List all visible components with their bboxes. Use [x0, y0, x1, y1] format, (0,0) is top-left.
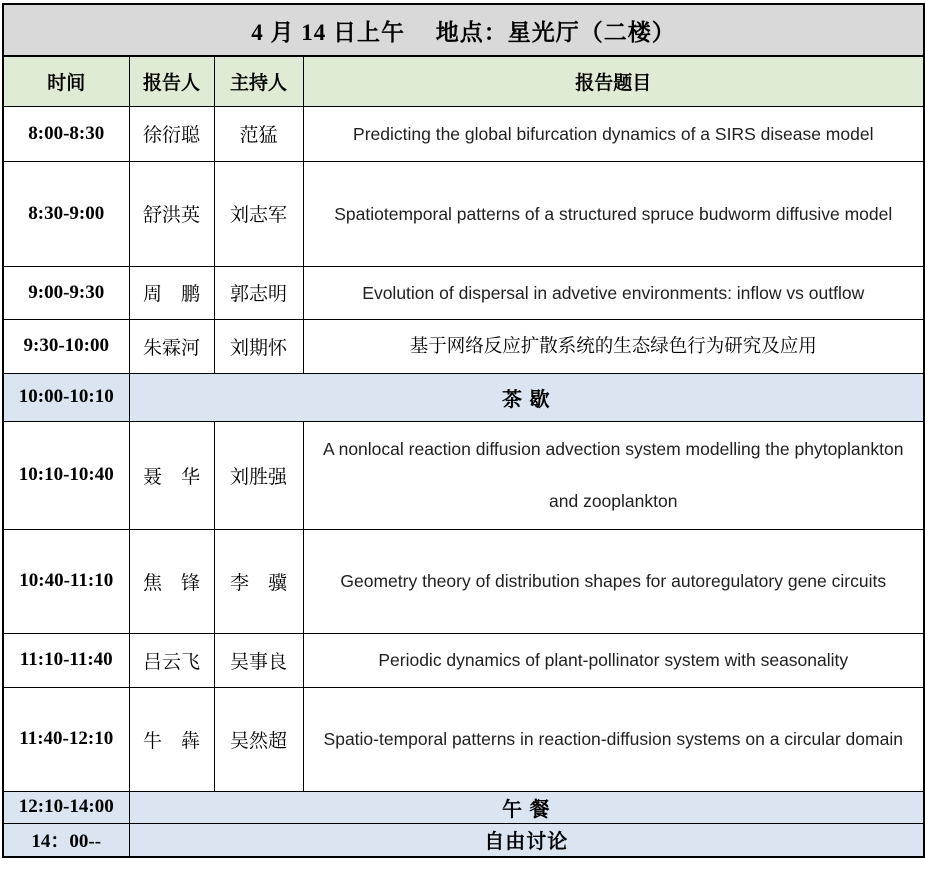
chair-cell: 刘期怀 [214, 319, 303, 373]
speaker-cell: 徐衍聪 [129, 106, 214, 161]
title-row [3, 4, 924, 56]
topic-cell: Evolution of dispersal in advetive environments: inflow vs outflow [303, 266, 924, 319]
speaker-cell: 聂 华 [129, 421, 214, 529]
speaker-cell: 舒洪英 [129, 161, 214, 266]
table-row [3, 266, 924, 319]
speaker-cell: 吕云飞 [129, 633, 214, 687]
chair-cell: 郭志明 [214, 266, 303, 319]
lunch-label: 午 餐 [129, 791, 924, 823]
session-title: 4 月 14 日上午 地点：星光厅（二楼） [3, 4, 924, 56]
chair-cell: 刘志军 [214, 161, 303, 266]
lunch-row [3, 791, 924, 823]
col-header-chair: 主持人 [214, 56, 303, 106]
col-header-time: 时间 [3, 56, 129, 106]
time-cell: 10:10-10:40 [3, 421, 129, 529]
speaker-cell: 焦 锋 [129, 529, 214, 633]
col-header-speaker: 报告人 [129, 56, 214, 106]
time-cell: 8:00-8:30 [3, 106, 129, 161]
topic-cell: A nonlocal reaction diffusion advection system modelling the phytoplankton and zooplankton [303, 421, 924, 529]
time-cell: 12:10-14:00 [3, 791, 129, 823]
table-row [3, 319, 924, 373]
col-header-topic: 报告题目 [303, 56, 924, 106]
schedule-table [2, 3, 925, 858]
topic-cell: Geometry theory of distribution shapes for autoregulatory gene circuits [303, 529, 924, 633]
time-cell: 9:30-10:00 [3, 319, 129, 373]
time-cell: 11:10-11:40 [3, 633, 129, 687]
topic-cell: Spatiotemporal patterns of a structured spruce budworm diffusive model [303, 161, 924, 266]
time-cell: 9:00-9:30 [3, 266, 129, 319]
topic-cell: Periodic dynamics of plant-pollinator system with seasonality [303, 633, 924, 687]
speaker-cell: 周 鹏 [129, 266, 214, 319]
topic-cell: Predicting the global bifurcation dynamics of a SIRS disease model [303, 106, 924, 161]
time-cell: 14：00-- [3, 823, 129, 857]
speaker-cell: 牛 犇 [129, 687, 214, 791]
free-discussion-row [3, 823, 924, 857]
table-row [3, 161, 924, 266]
tea-break-label: 茶 歇 [129, 373, 924, 421]
chair-cell: 李 骥 [214, 529, 303, 633]
table-row [3, 529, 924, 633]
speaker-cell: 朱霖河 [129, 319, 214, 373]
free-discussion-label: 自由讨论 [129, 823, 924, 857]
header-row [3, 56, 924, 106]
time-cell: 11:40-12:10 [3, 687, 129, 791]
chair-cell: 吴然超 [214, 687, 303, 791]
table-row [3, 633, 924, 687]
topic-cell: 基于网络反应扩散系统的生态绿色行为研究及应用 [303, 319, 924, 373]
table-row [3, 421, 924, 529]
topic-cell: Spatio-temporal patterns in reaction-diffusion systems on a circular domain [303, 687, 924, 791]
time-cell: 8:30-9:00 [3, 161, 129, 266]
time-cell: 10:00-10:10 [3, 373, 129, 421]
chair-cell: 刘胜强 [214, 421, 303, 529]
table-row [3, 687, 924, 791]
chair-cell: 范猛 [214, 106, 303, 161]
tea-break-row [3, 373, 924, 421]
table-row [3, 106, 924, 161]
chair-cell: 吴事良 [214, 633, 303, 687]
time-cell: 10:40-11:10 [3, 529, 129, 633]
